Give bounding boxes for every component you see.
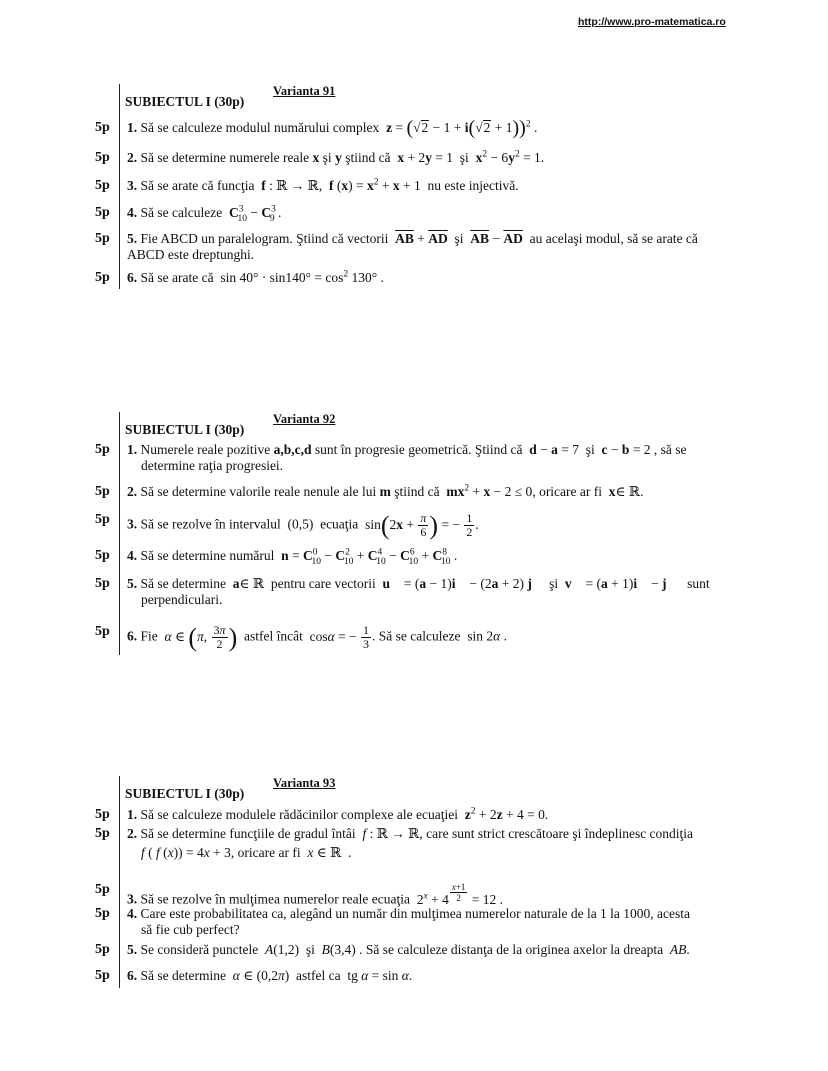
problem-text: 6. Să se arate că $\sin 40^\circ \cdot \sin 140^\circ = \cos^2 130^\circ$ . <box>127 269 384 285</box>
points-label: 5p <box>95 205 110 220</box>
variant-label: Varianta 92 <box>273 412 336 426</box>
section-header <box>125 412 725 440</box>
vertical-rule <box>119 776 120 988</box>
problem-text: 6. Să se determine α ∈ (0,2π) astfel ca tg α = sin α. <box>127 968 413 983</box>
section-title: SUBIECTUL I (30p) <box>125 422 245 437</box>
points-label: 5p <box>95 576 110 591</box>
points-label: 5p <box>95 826 110 841</box>
problem-text: 2. Să se determine numerele reale x şi y ştiind că x + 2y = 1 şi $x^2 - 6y^2 = 1$. <box>127 149 545 165</box>
problem-text: 5. Să se determine a∈ ℝ pentru care vectorii u⃗ = (a − 1)i⃗ − (2a + 2) j⃗ şi v⃗ = (a + 1)i⃗ − j⃗ sunt perpendiculari. <box>127 576 710 607</box>
points-label: 5p <box>95 270 110 285</box>
points-label: 5p <box>95 807 110 822</box>
section-varianta-93 <box>86 776 746 992</box>
problem-text: 1. Să se calculeze modulele rădăcinilor complexe ale ecuaţiei $z^2 + 2z + 4 = 0$. <box>127 806 549 822</box>
points-label: 5p <box>95 442 110 457</box>
problem-text: 5. Se consideră punctele A(1,2) şi B(3,4) . Să se calculeze distanţa de la originea axelor la dreapta AB. <box>127 942 690 957</box>
points-label: 5p <box>95 906 110 921</box>
points-label: 5p <box>95 624 110 639</box>
problem-text: 2. Să se determine funcţiile de gradul întâi f : ℝ → ℝ, care sunt strict crescătoare şi îndeplinesc condiţia f ( f (x)) = 4x + 3, oricare ar fi x ∈ ℝ . <box>127 826 694 860</box>
problem-text: 4. Să se calculeze $C^3_{10} - C^3_9$ . <box>127 204 282 224</box>
problem-text: 4. Să se determine numărul $n = C^0_{10} - C^2_{10} + C^4_{10} - C^6_{10} + C^8_{10}$ . <box>127 547 458 567</box>
points-label: 5p <box>95 968 110 983</box>
section-varianta-92 <box>86 412 746 662</box>
problem-text: 2. Să se determine valorile reale nenule ale lui m ştiind că $mx^2 + x - 2 \le 0$, oricare ar fi x∈ ℝ. <box>127 483 644 499</box>
section-header <box>125 84 725 112</box>
vertical-rule <box>119 84 120 289</box>
variant-label: Varianta 91 <box>273 84 336 98</box>
points-label: 5p <box>95 120 110 135</box>
variant-label: Varianta 93 <box>273 776 336 790</box>
section-title: SUBIECTUL I (30p) <box>125 786 245 801</box>
problem-text: 4. Care este probabilitatea ca, alegând un număr din mulţimea numerelor naturale de la 1 la 1000, acesta să fie cub perfect? <box>127 906 691 937</box>
section-varianta-91 <box>86 84 746 294</box>
section-title: SUBIECTUL I (30p) <box>125 94 245 109</box>
problem-text: 1. Să se calculeze modulul numărului complex $z = (√2 - 1 + i(√2 + 1))^2$ . <box>127 117 538 139</box>
points-label: 5p <box>95 512 110 527</box>
problem-text: 3. Să se rezolve în mulţimea numerelor reale ecuaţia $2^x + 4$ $^{\frac{x+1}{2}}$ = 12 . <box>127 882 504 907</box>
points-label: 5p <box>95 882 110 897</box>
problem-text: 6. Fie α ∈ (π, $\frac{3\pi}{2}$ ) astfel încât cosα = − $\frac{1}{3}$ . Să se calculeze sin 2α . <box>127 622 507 652</box>
points-label: 5p <box>95 942 110 957</box>
problem-text: 3. Să se arate că funcţia f : ℝ → ℝ, f $(x) = x^2 + x + 1$ nu este injectivă. <box>127 177 519 193</box>
points-label: 5p <box>95 548 110 563</box>
points-label: 5p <box>95 178 110 193</box>
vertical-rule <box>119 412 120 655</box>
header-url-link[interactable]: http://www.pro-matematica.ro <box>578 16 726 28</box>
section-header <box>125 776 725 804</box>
points-label: 5p <box>95 231 110 246</box>
points-label: 5p <box>95 484 110 499</box>
problem-text: 3. Să se rezolve în intervalul (0,5) ecuaţia sin(2x + $\frac{\pi}{6}$ ) = − $\frac{1}{2}$ . <box>127 510 479 540</box>
points-label: 5p <box>95 150 110 165</box>
problem-text: 5. Fie ABCD un paralelogram. Ştiind că vectorii $\overline{AB} + \overline{AD}$ şi $\overline{AB} - \overline{AD}$ au acelaşi modul, să se arate că ABCD este dreptunghi. <box>127 231 698 262</box>
problem-text: 1. Numerele reale pozitive a,b,c,d sunt în progresie geometrică. Ştiind că d − a = 7 şi c − b = 2 , să se determine raţia progresiei. <box>127 442 687 473</box>
